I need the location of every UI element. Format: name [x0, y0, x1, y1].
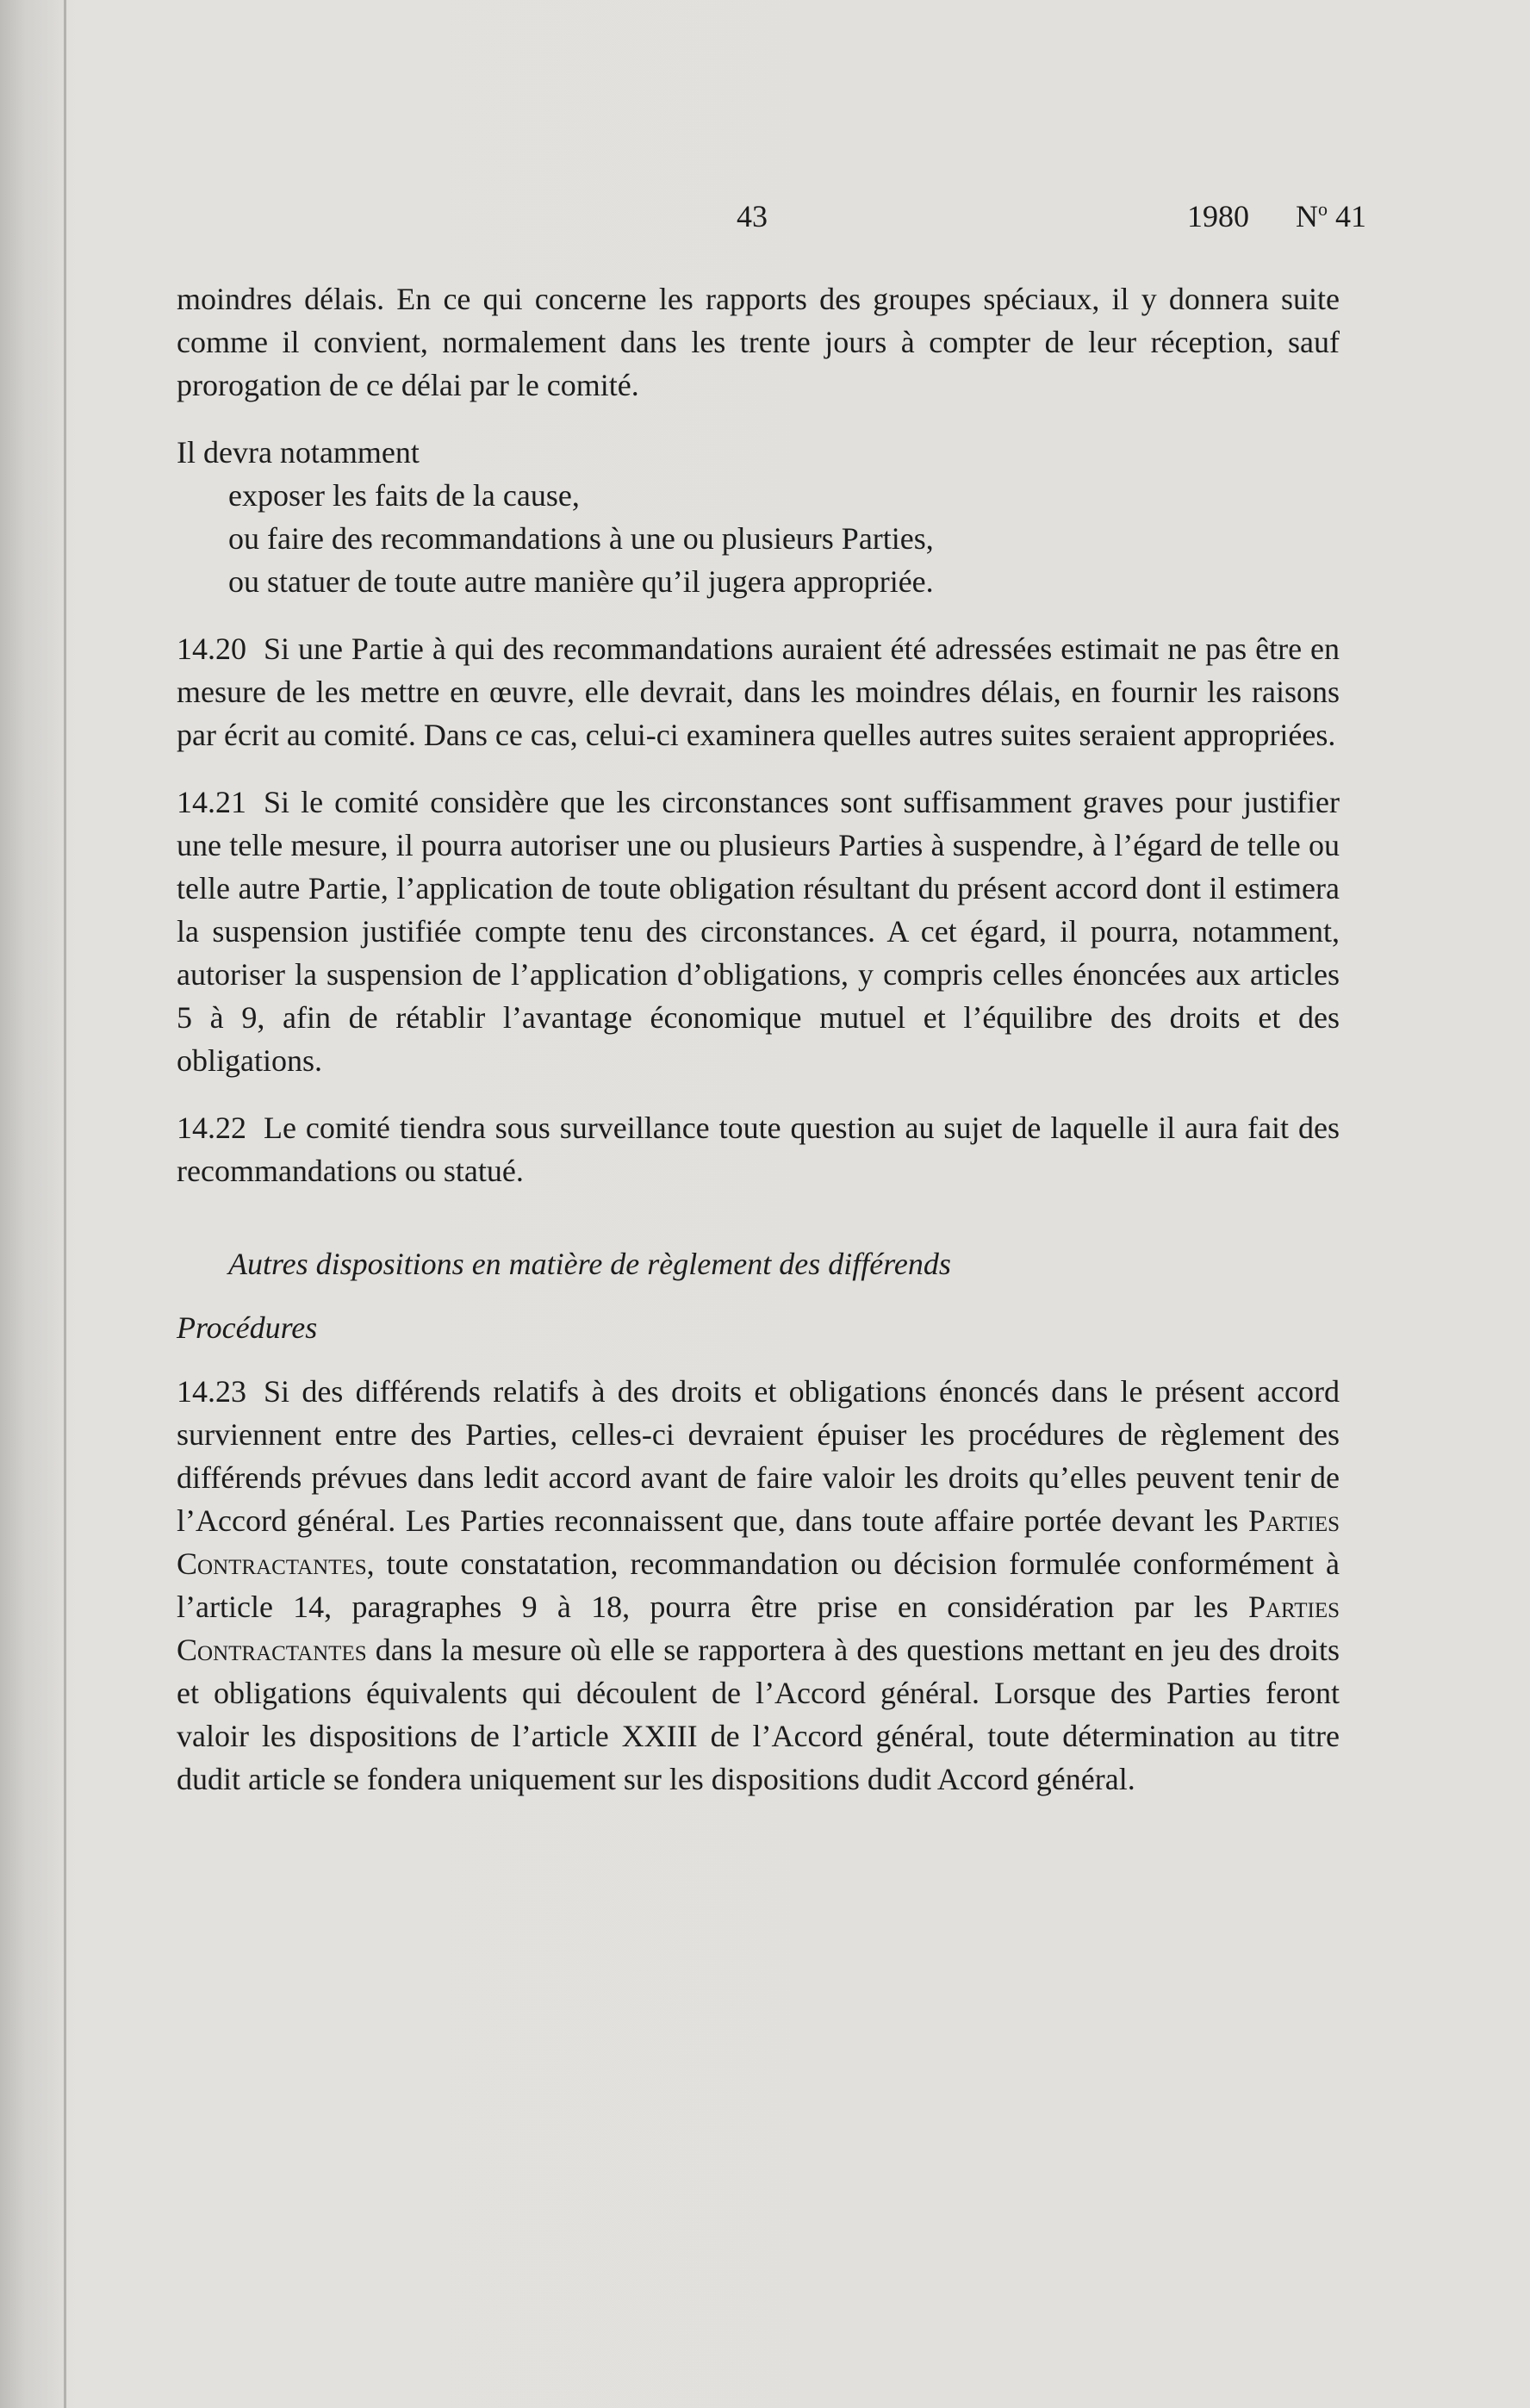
section-number: 14.20 [177, 632, 246, 666]
page-header [0, 198, 1530, 241]
list-item: exposer les faits de la cause, [228, 478, 580, 513]
publication-number: 41 [1335, 199, 1366, 233]
number-label: N [1296, 199, 1318, 233]
reference-spacer [1257, 199, 1288, 233]
section-text: Le comité tiendra sous surveillance toute question au sujet de laquelle il aura fait des recommandations ou statué. [177, 1111, 1340, 1188]
list-item: ou statuer de toute autre manière qu’il jugera appropriée. [228, 564, 934, 599]
section-text: Si le comité considère que les circonstances sont suffisamment graves pour justifier une telle mesure, il pourra autoriser une ou plusieurs Parties à suspendre, à l’égard de telle ou telle autre Partie, l’application de toute obligation résultant du présent accord dont il estimera la suspension justifiée compte tenu des circonstances. A cet égard, il pourra, notamment, autoriser la suspension de l’application d’obligations, y compris celles énoncées aux articles 5 à 9, afin de rétablir l’avantage économique mutuel et l’équilibre des droits et des obligations. [177, 785, 1340, 1078]
list-item: ou faire des recommandations à une ou plusieurs Parties, [228, 521, 934, 556]
page-binding-line [64, 0, 66, 2408]
section-text: Si une Partie à qui des recommandations auraient été adressées estimait ne pas être en mesure de les mettre en œuvre, elle devrait, dans les moindres délais, en fournir les raisons par écrit au comité. Dans ce cas, celui-ci examinera quelles autres suites seraient appropriées. [177, 632, 1340, 752]
section-text-part-3: dans la mesure où elle se rapportera à des questions mettant en jeu des droits et obligations équivalents qui découlent de l’Accord général. Lorsque des Parties feront valoir les dispositions de l’article XXIII de l’Accord général, toute détermination au titre dudit article se fondera uniquement sur les dispositions dudit Accord général. [177, 1633, 1340, 1796]
contracting-parties-smallcaps: Parties Contractantes [177, 1503, 1340, 1581]
page-binding-shadow [0, 0, 71, 2408]
required-actions-list [228, 474, 1340, 603]
subsection-heading: Procédures [177, 1310, 318, 1345]
number-superscript: o [1318, 198, 1328, 220]
section-14-23 [177, 1370, 1340, 1801]
section-14-21 [177, 781, 1340, 1082]
section-heading: Autres dispositions en matière de règlement des différends [228, 1247, 951, 1281]
contracting-parties-smallcaps: Parties Contractantes [177, 1590, 1340, 1667]
section-number: 14.22 [177, 1111, 246, 1145]
publication-reference [1187, 198, 1366, 234]
paragraph-intro: moindres délais. En ce qui concerne les rapports des groupes spéciaux, il y donnera suite comme il convient, normalement dans les trente jours à compter de leur réception, sauf prorogation de ce délai par le comité. [177, 282, 1340, 402]
page-number: 43 [737, 199, 768, 233]
section-14-20 [177, 627, 1340, 756]
section-number: 14.21 [177, 785, 246, 819]
paragraph-list-intro: Il devra notamment [177, 435, 420, 470]
section-number: 14.23 [177, 1374, 246, 1409]
section-14-22 [177, 1106, 1340, 1192]
publication-year: 1980 [1187, 199, 1249, 233]
section-text-part-2: , toute constatation, recommandation ou décision formulée conformément à l’article 14, paragraphes 9 à 18, pourra être prise en considération par les [177, 1546, 1340, 1624]
section-text-part-1: Si des différends relatifs à des droits et obligations énoncés dans le présent accord surviennent entre des Parties, celles-ci devraient épuiser les procédures de règlement des différends prévues dans ledit accord avant de faire valoir les droits qu’elles peuvent tenir de l’Accord général. Les Parties reconnaissent que, dans toute affaire portée devant les [177, 1374, 1340, 1538]
document-body [177, 277, 1340, 1825]
